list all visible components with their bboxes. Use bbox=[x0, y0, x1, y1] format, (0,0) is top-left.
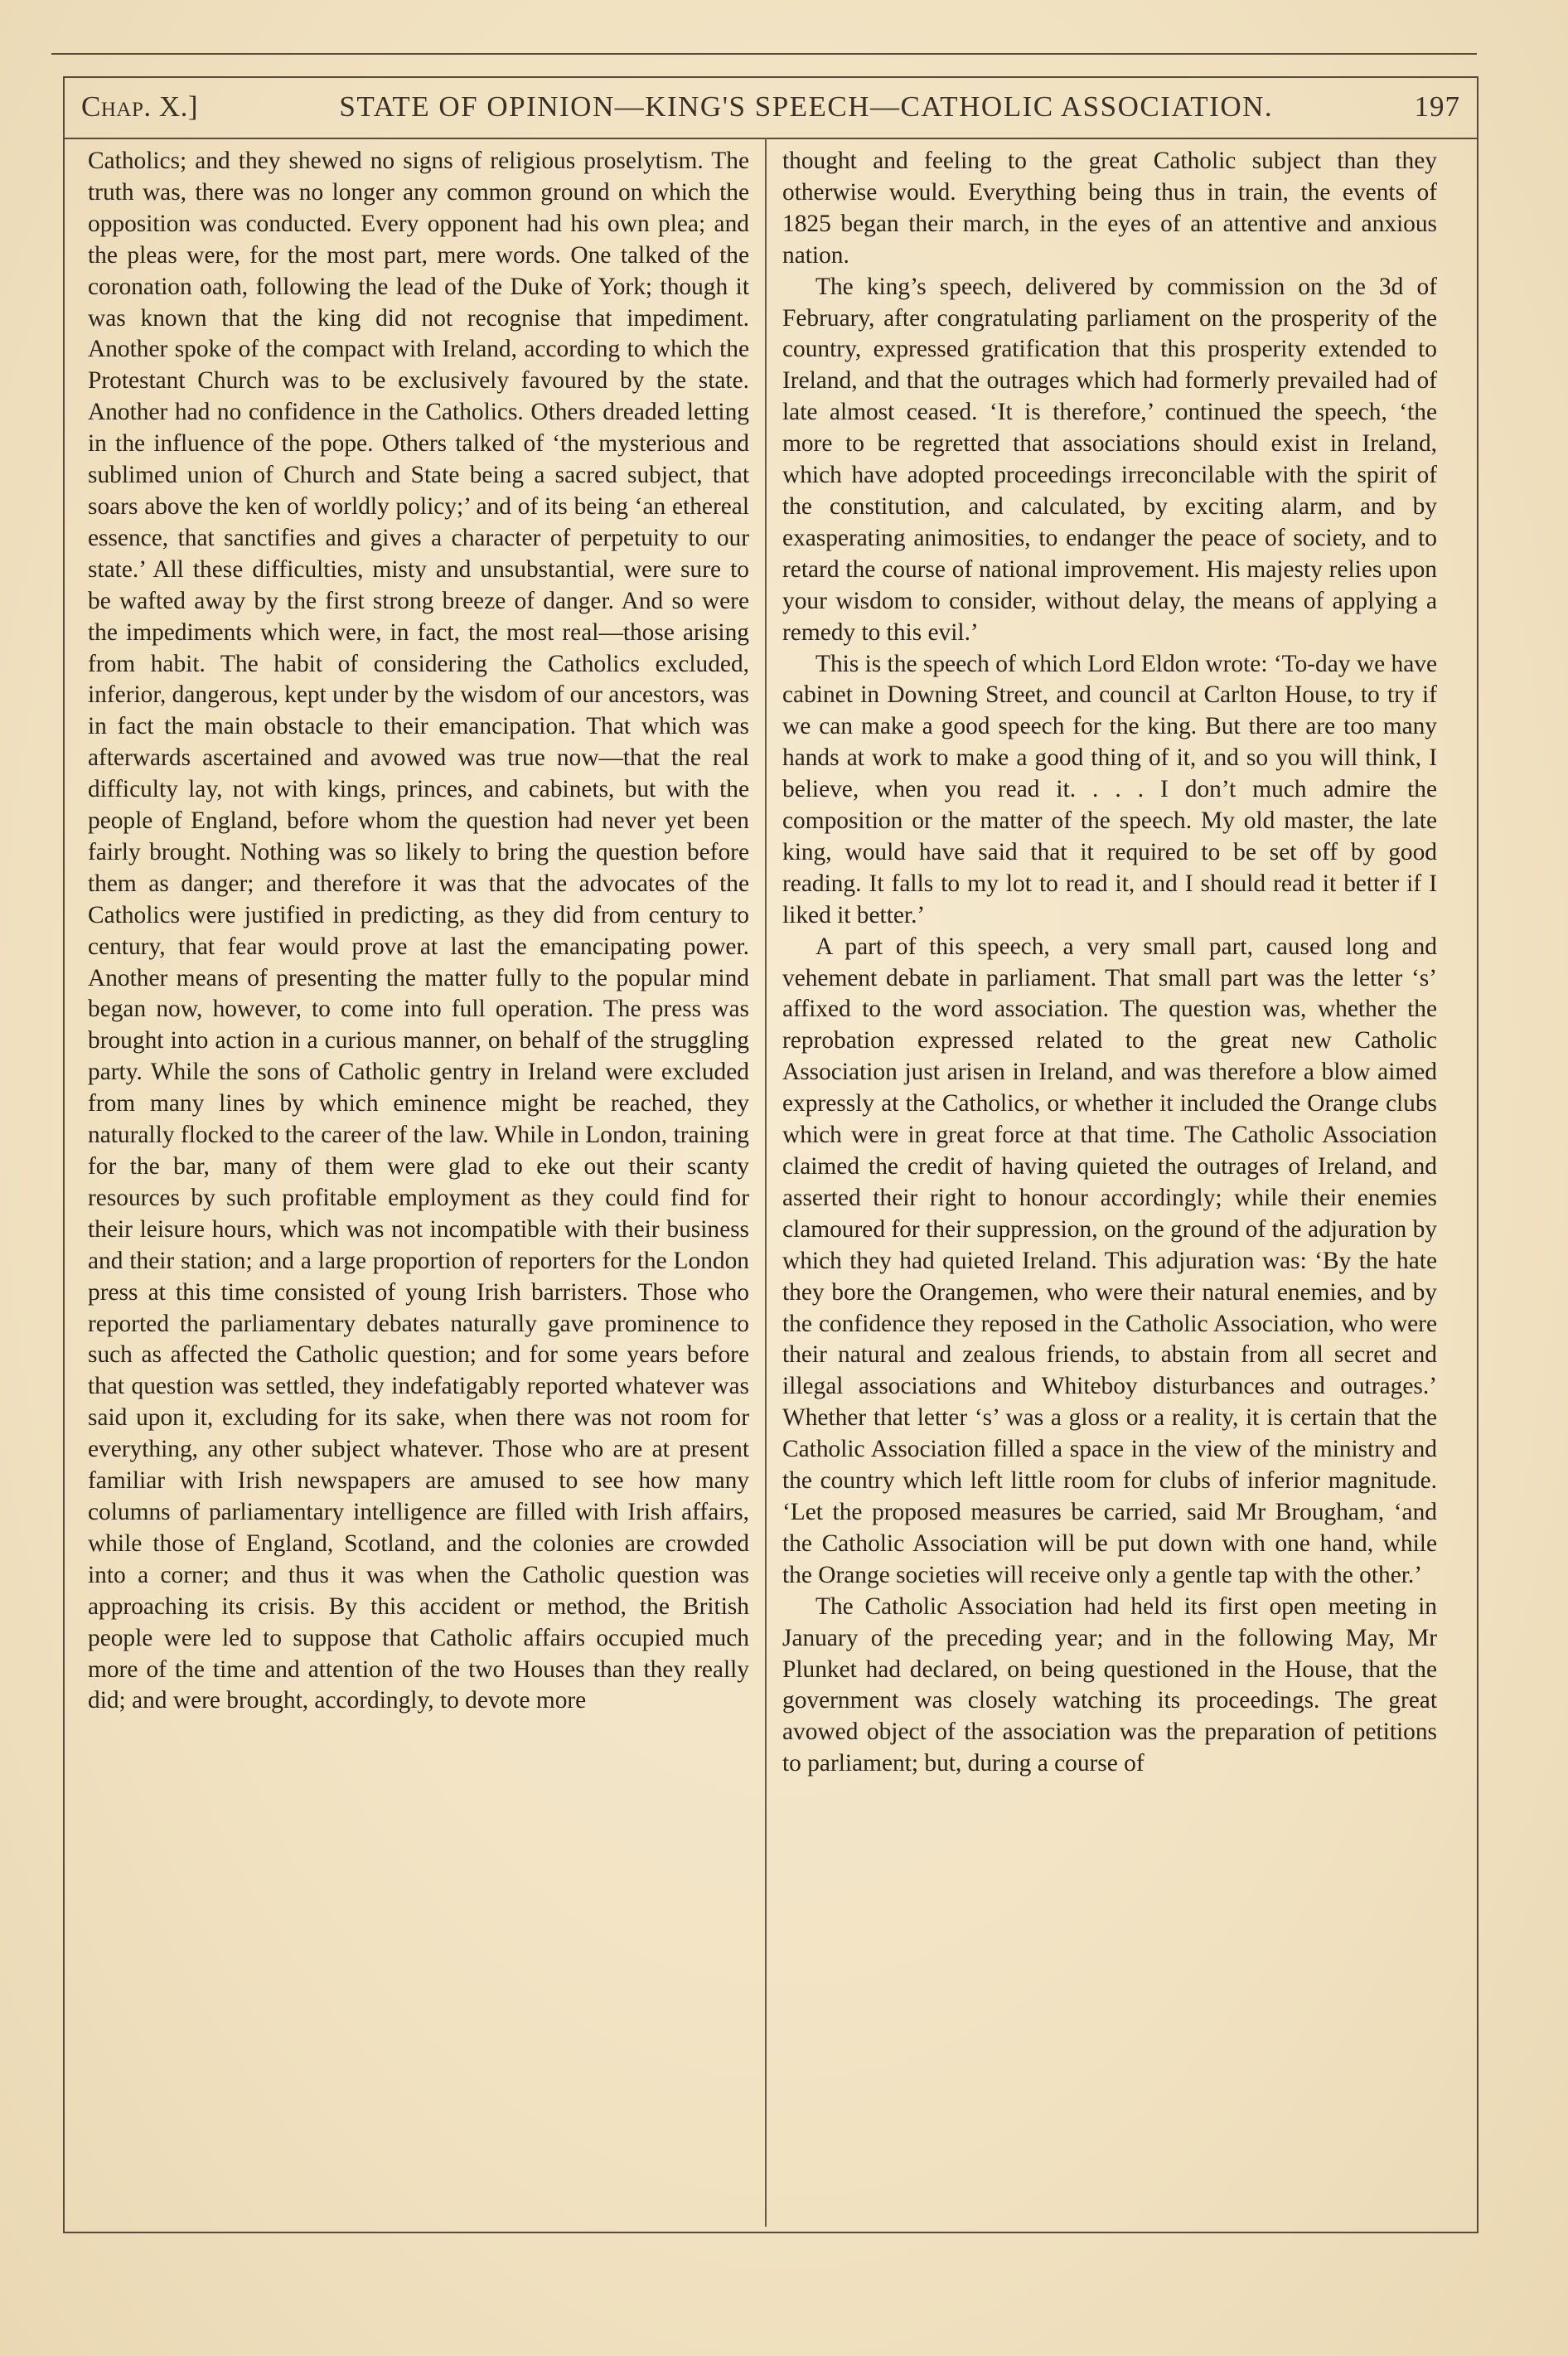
paragraph: Catholics; and they shewed no signs of religious proselytism. The truth was, there was no longer any common ground on which the opposition was conducted. Every opponent had his own plea; and the pleas were, for the most part, mere words. One talked of the coronation oath, following the lead of the Duke of York; though it was known that the king did not recognise that impediment. Another spoke of the compact with Ireland, according to which the Protestant Church was to be exclusively favoured by the state. Another had no confidence in the Catholics. Others dreaded letting in the influence of the pope. Others talked of ‘the mysterious and sublimed union of Church and State being a sacred subject, that soars above the ken of worldly policy;’ and of its being ‘an ethereal essence, that sanctifies and gives a character of perpetuity to our state.’ All these difficulties, misty and unsubstantial, were sure to be wafted away by the first strong breeze of danger. And so were the impediments which were, in fact, the most real—those arising from habit. The habit of considering the Catholics excluded, inferior, dangerous, kept under by the wisdom of our ancestors, was in fact the main obstacle to their emancipation. That which was afterwards ascertained and avowed was true now—that the real difficulty lay, not with kings, princes, and cabinets, but with the people of England, before whom the question had never yet been fairly brought. Nothing was so likely to bring the question before them as danger; and therefore it was that the advocates of the Catholics were justified in predicting, as they did from century to century, that fear would prove at last the emancipating power. Another means of presenting the matter fully to the popular mind began now, however, to come into full operation. The press was brought into action in a curious manner, on behalf of the struggling party. While the sons of Catholic gentry in Ireland were excluded from many lines by which eminence might be reached, they naturally flocked to the career of the law. While in London, training for the bar, many of them were glad to eke out their scanty resources by such profitable employment as they could find for their leisure hours, which was not incompatible with their business and their station; and a large proportion of reporters for the London press at this time consisted of young Irish barristers. Those who reported the parliamentary debates naturally gave prominence to such as affected the Catholic question; and for some years before that question was settled, they indefatigably reported whatever was said upon it, excluding for its sake, when there was not room for everything, any other subject whatever. Those who are at present familiar with Irish newspapers are amused to see how many columns of parliamentary intelligence are filled with Irish affairs, while those of England, Scotland, and the colonies are crowded into a corner; and thus it was when the Catholic question was approaching its crisis. By this accident or method, the British people were led to suppose that Catholic affairs occupied much more of the time and attention of the two Houses than they really did; and were brought, accordingly, to devote more bbox=[88, 148, 749, 1714]
running-header bbox=[63, 76, 1478, 138]
column-divider bbox=[765, 138, 767, 2227]
running-title: STATE OF OPINION—KING'S SPEECH—CATHOLIC ASSOCIATION. bbox=[339, 90, 1274, 123]
left-column bbox=[88, 146, 749, 2218]
paragraph: This is the speech of which Lord Eldon wrote: ‘To-day we have cabinet in Downing Street, and council at Carlton House, to try if we can make a good speech for the king. But there are too many hands at work to make a good thing of it, and so you will think, I believe, when you read it. . . . I don’t much admire the composition or the matter of the speech. My old master, the late king, would have said that it required to be set off by good reading. It falls to my lot to read it, and I should read it better if I liked it better.’ bbox=[782, 650, 1437, 928]
right-column bbox=[782, 146, 1437, 2218]
header-rule bbox=[63, 138, 1478, 139]
chapter-label: Chap. X.] bbox=[81, 90, 199, 123]
paragraph: A part of this speech, a very small part, caused long and vehement debate in parliament. That small part was the letter ‘s’ affixed to the word association. The question was, whether the reprobation expressed related to the great new Catholic Association just arisen in Ireland, and was therefore a blow aimed expressly at the Catholics, or whether it included the Orange clubs which were in great force at that time. The Catholic Association claimed the credit of having quieted the outrages of Ireland, and asserted their right to honour accordingly; while their enemies clamoured for their suppression, on the ground of the adjuration by which they had quieted Ireland. This adjuration was: ‘By the hate they bore the Orangemen, who were their natural enemies, and by the confidence they reposed in the Catholic Association, who were their natural and zealous friends, to abstain from all secret and illegal associations and Whiteboy disturbances and outrages.’ Whether that letter ‘s’ was a gloss or a reality, it is certain that the Catholic Association filled a space in the view of the ministry and the country which left little room for clubs of inferior magnitude. ‘Let the proposed measures be carried, said Mr Brougham, ‘and the Catholic Association will be put down with one hand, while the Orange societies will receive only a gentle tap with the other.’ bbox=[782, 933, 1437, 1588]
top-rule bbox=[51, 53, 1477, 55]
paragraph: The Catholic Association had held its first open meeting in January of the preceding year; and in the following May, Mr Plunket had declared, on being questioned in the House, that the government was closely watching its proceedings. The great avowed object of the association was the preparation of petitions to parliament; but, during a course of bbox=[782, 1592, 1437, 1777]
paragraph: thought and feeling to the great Catholic subject than they otherwise would. Everything being thus in train, the events of 1825 began their march, in the eyes of an attentive and anxious nation. bbox=[782, 148, 1437, 269]
paragraph: The king’s speech, delivered by commission on the 3d of February, after congratulating parliament on the prosperity of the country, expressed gratification that this prosperity extended to Ireland, and that the outrages which had formerly prevailed had of late almost ceased. ‘It is therefore,’ continued the speech, ‘the more to be regretted that associations should exist in Ireland, which have adopted proceedings irreconcilable with the spirit of the constitution, and calculated, by exciting alarm, and by exasperating animosities, to endanger the peace of society, and to retard the course of national improvement. His majesty relies upon your wisdom to consider, without delay, the means of applying a remedy to this evil.’ bbox=[782, 273, 1437, 646]
page-number: 197 bbox=[1414, 90, 1460, 123]
